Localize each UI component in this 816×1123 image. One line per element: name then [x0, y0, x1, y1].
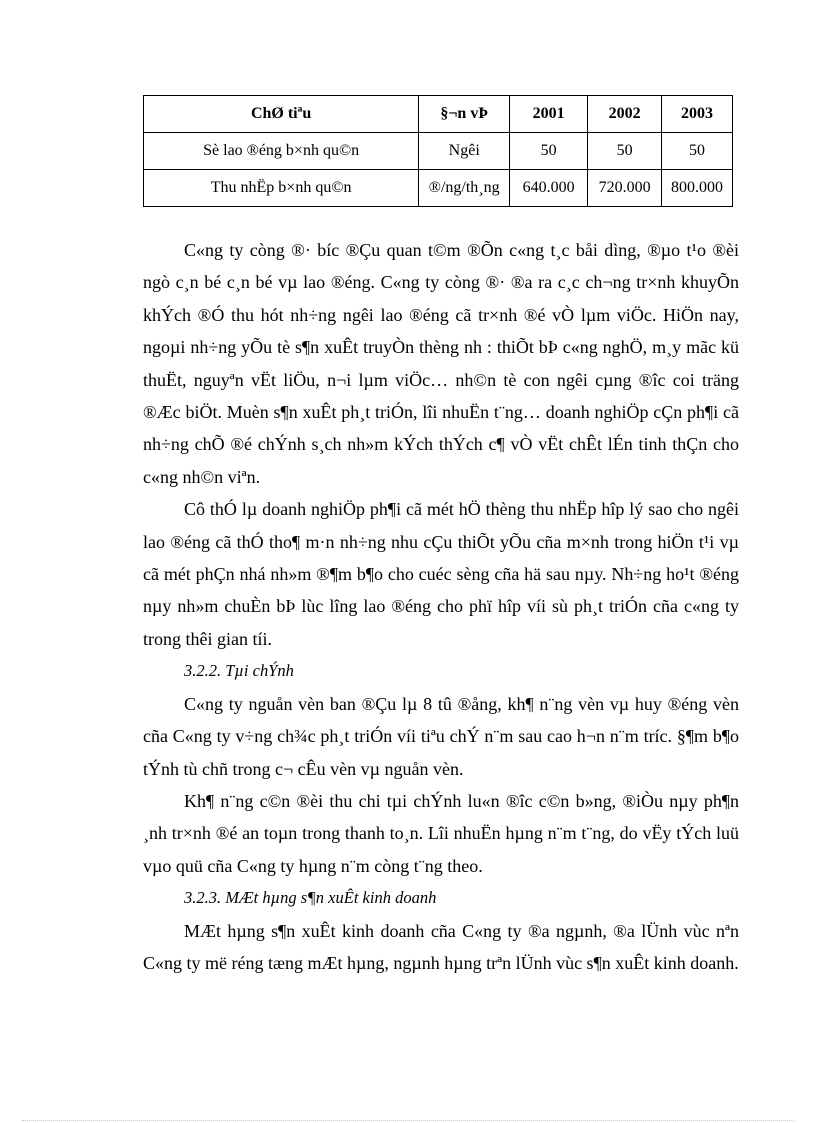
table-row [144, 133, 733, 170]
table-cell: Sè lao ®éng b×nh qu©n [144, 133, 419, 170]
table-cell: 50 [662, 133, 733, 170]
table-row [144, 170, 733, 207]
paragraph: Cô thÓ lµ doanh nghiÖp ph¶i cã mét hÖ thèng thu nhËp hîp lý sao cho ngêi lao ®éng cã thÓ tho¶ m·n nh÷ng nhu cÇu thiÕt yÕu cña m×nh trong hiÖn t¹i vµ cã mét phÇn nhá nh»m ®¶m b¶o cho cuéc sèng cña hä sau nµy. Nh÷ng ho¹t ®éng nµy nh»m chuÈn bÞ lùc lîng lao ®éng cho phï hîp víi sù ph¸t triÓn cña c«ng ty trong thêi gian tíi. [143, 499, 739, 649]
table-cell: Ngêi [419, 133, 510, 170]
paragraph: C«ng ty nguån vèn ban ®Çu lµ 8 tû ®ång, kh¶ n¨ng vèn vµ huy ®éng vèn cña C«ng ty v÷ng ch¾c ph¸t triÓn víi tiªu chÝ n¨m sau cao h¬n n¨m tríc. §¶m b¶o tÝnh tù chñ trong c¬ cÊu vèn vµ nguån vèn. [143, 693, 739, 779]
table-cell: 800.000 [662, 170, 733, 207]
table-header-cell: §¬n vÞ [419, 96, 510, 133]
table-cell: 50 [588, 133, 662, 170]
section-heading: 3.2.3. MÆt hµng s¶n xuÊt kinh doanh [184, 888, 437, 908]
table-cell: 50 [510, 133, 588, 170]
paragraph: C«ng ty còng ®· bíc ®Çu quan t©m ®Õn c«ng t¸c båi dìng, ®µo t¹o ®èi ngò c¸n bé c¸n bé vµ lao ®éng. C«ng ty còng ®· ®a ra c¸c ch¬ng tr×nh khuyÕn khÝch ®Ó thu hót nh÷ng ngêi lao ®éng cã tr×nh ®é vÒ lµm viÖc. HiÖn nay, ngoµi nh÷ng yÕu tè s¶n xuÊt truyÒn thèng nh : thiÕt bÞ c«ng nghÖ, m¸y mãc kü thuËt, nguyªn vËt liÖu, n¬i lµm viÖc… nh©n tè con ngêi cµng ®îc coi träng ®Æc biÖt. Muèn s¶n xuÊt ph¸t triÓn, lîi nhuËn t¨ng… doanh nghiÖp cÇn ph¶i cã nh÷ng chÕ ®é chÝnh s¸ch nh»m kÝch thÝch c¶ vÒ vËt chÊt lÉn tinh thÇn cho c«ng nh©n viªn. [143, 240, 739, 487]
table-header-cell: 2002 [588, 96, 662, 133]
body-text [143, 234, 739, 979]
table-header-row [144, 96, 733, 133]
table-header-cell: ChØ tiªu [144, 96, 419, 133]
table-cell: ®/ng/th¸ng [419, 170, 510, 207]
section-heading: 3.2.2. Tµi chÝnh [184, 661, 294, 681]
table-cell: 720.000 [588, 170, 662, 207]
table-cell: Thu nhËp b×nh qu©n [144, 170, 419, 207]
paragraph: MÆt hµng s¶n xuÊt kinh doanh cña C«ng ty ®a ngµnh, ®a lÜnh vùc nªn C«ng ty më réng tæng mÆt hµng, ngµnh hµng trªn lÜnh vùc s¶n xuÊt kinh doanh. [143, 920, 739, 973]
table-cell: 640.000 [510, 170, 588, 207]
statistics-table [143, 95, 733, 207]
table-header-cell: 2003 [662, 96, 733, 133]
paragraph: Kh¶ n¨ng c©n ®èi thu chi tµi chÝnh lu«n ®îc c©n b»ng, ®iÒu nµy ph¶n ¸nh tr×nh ®é an toµn trong thanh to¸n. Lîi nhuËn hµng n¨m t¨ng, do vËy tÝch luü vµo quü cña C«ng ty hµng n¨m còng t¨ng theo. [143, 790, 739, 876]
page-divider [22, 1120, 794, 1121]
table-header-cell: 2001 [510, 96, 588, 133]
